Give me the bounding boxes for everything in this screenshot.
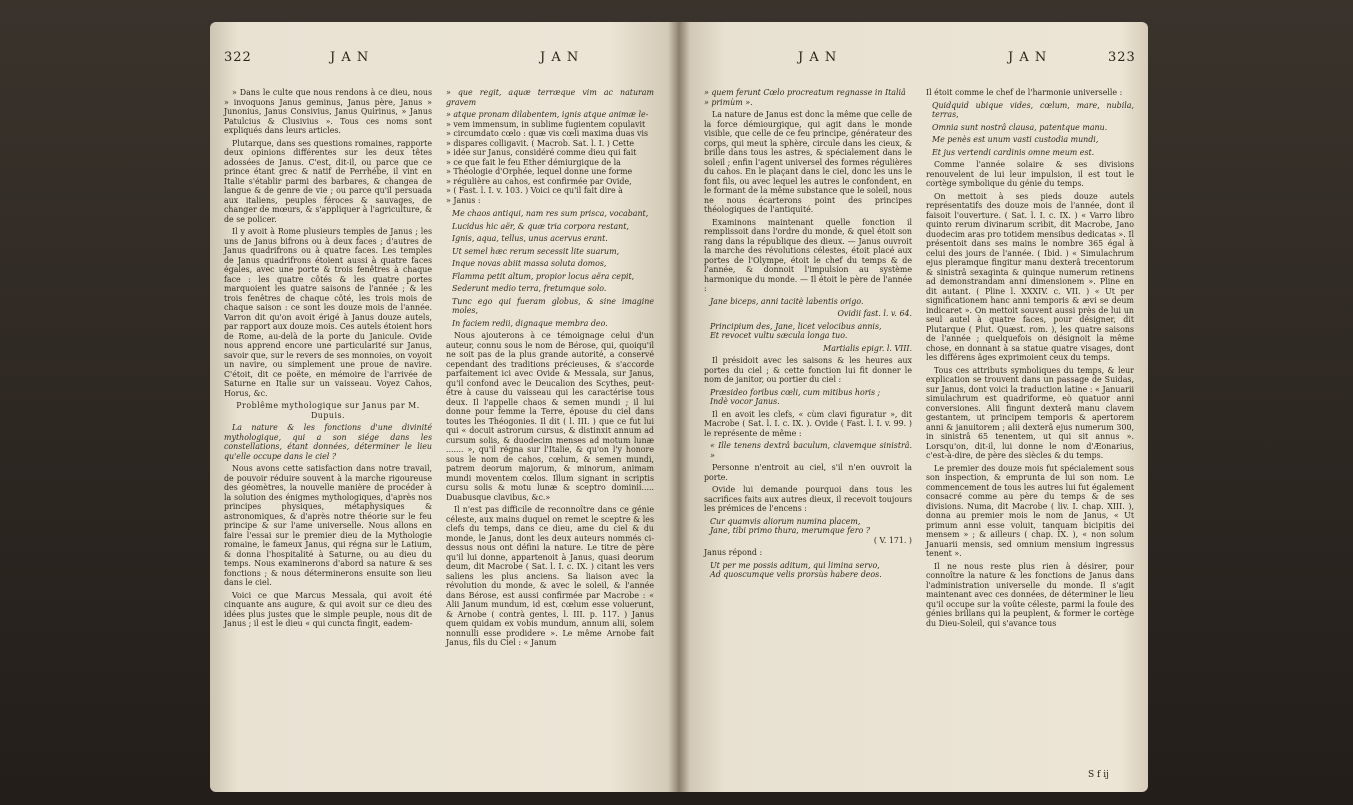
verse-line: Tunc ego qui fueram globus, & sine imagine moles, [452,296,654,315]
verse-line: Ad quoscumque velis prorsùs habere deos. [710,570,882,579]
paragraph: Tous ces attributs symboliques du temps, & leur explication se trouvent dans un passage de Suidas, sur Janus, dont voici la traduction latine : « Januarii simulachrum est quadriforme, eò quatuor anni conversiones. Alii fingunt dexterâ manu clavem gestantem, ut principem temporis & apertorem anni & januitorem ; alii dexterâ ejus numerum 300, in sinistrâ 65 tenentem, ut qui sit annus ». Lorsqu'on, dit-il, lui donne le nom d'Æonarius, c'est-à-dire, de père des siècles & du temps. [926,365,1134,460]
verse-line: Sederunt medio terra, fretumque solo. [452,284,607,293]
quote-line: » dispares colligavit. ( Macrob. Sat. l. I. ) Cette [446,138,635,148]
citation: ( V. 171. ) [873,535,912,545]
quote-line: » vem immensum, in sublime fugientem copulavit [446,119,646,129]
quote-line: » primùm ». [704,97,753,107]
paragraph: Voici ce que Marcus Messala, qui avoit été cinquante ans augure, & qui avoit sur ce dieu des idées plus justes que le simple peuple, nous dit de Janus ; il est le dieu « qui cuncta fingit, eadem- [224,590,432,628]
verse-line: Jane, tibi primo thura, merumque fero ? [710,526,870,535]
verse-line: Cur quamvis aliorum numina placem, [710,516,861,526]
running-head-right-2: J A N [1008,50,1048,65]
citation: Martialis epigr. l. VIII. [823,343,912,353]
quote-line: » circumdato cœlo : quæ vis cœli maxima duas vis [446,129,649,138]
verse-line: Lucidus hic aër, & quæ tria corpora restant, [452,221,629,231]
signature-mark: S f ij [1088,770,1109,780]
quote-line: » ( Fast. l. I. v. 103. ) Voici ce qu'il fait dire à [446,186,623,195]
verse-line: Præsideo foribus cœli, cum mitibus horis ; [710,387,881,397]
right-page [678,22,1148,792]
paragraph: Le premier des douze mois fut spécialement sous son inspection, & emprunta de lui son nom. Le commencement de tous les autres lui fut également consacré comme au père du temps & de ses divisions. Numa, dit Macrobe ( liv. I. chap. XIII. ), donna au premier mois le nom de Janus, « Ut primum anni esse voluit, tanquam bicipitis dei mensem » ; & ailleurs ( chap. IX. ), « non solum Januarii mensis, sed omnium mensium ingressus tenent ». [926,463,1134,558]
paragraph: Il ne nous reste plus rien à désirer, pour connoître la nature & les fonctions de Janus dans l'administration universelle du monde. Il s'agit maintenant avec ces données, de déterminer le lieu qu'il occupe sur la voûte céleste, parmi la foule des génies brillans qui la peuplent, & former le cortège du Dieu-Soleil, qui s'avance tous [926,561,1134,628]
paragraph: Il en avoit les clefs, « cùm clavi figuratur », dit Macrobe ( Sat. l. I. c. IX. ). Ovide ( Fast. l. I. v. 99. ) le représente de même : [704,409,912,438]
paragraph: Janus répond : [704,548,763,557]
left-column-2 [446,88,654,651]
paragraph: Nous avons cette satisfaction dans notre travail, de pouvoir réduire souvent à la marche rigoureuse des géomètres, la nouvelle manière de procéder à la solution des énigmes mythologiques, d'après nos principes physiques, métaphysiques & astronomiques, & d'après notre théorie sur le feu principe & sur l'ame universelle. Nous allons en faire l'essai sur le premier dieu de la Mythologie romaine, le fameux Janus, qui régna sur le Latium, & donna l'hospitalité à Saturne, ou au dieu du temps. Nous examinerons d'abord sa nature & ses fonctions ; & nous déterminerons ensuite son lieu dans le ciel. [224,464,432,587]
verse-line: Omnia sunt nostrâ clausa, patentque manu. [932,122,1108,132]
verse-line: Ut semel hæc rerum secessit lite suarum, [452,246,620,256]
quote-line: » atque pronam dilabentem, ignis atque animæ le- [446,110,649,119]
quote-line: » quem ferunt Cœlo procreatum regnasse in Italiâ [704,88,906,97]
paragraph: Ovide lui demande pourquoi dans tous les sacrifices faits aux autres dieux, il recevoit toujours les prémices de l'encens : [704,485,912,513]
citation: Ovidii fast. l. v. 64. [837,309,912,318]
paragraph: Comme l'année solaire & ses divisions renouvelent de lui leur impulsion, il est tout le cortège symbolique du génie du temps. [926,160,1134,188]
section-abstract: La nature & les fonctions d'une divinité mythologique, qui a son siége dans les constellations, étant données, déterminer le lieu qu'elle occupe dans le ciel ? [224,423,432,461]
paragraph: Examinons maintenant quelle fonction il remplissoit dans l'ordre du monde, & quel étoit son rang dans la république des dieux. — Janus ouvroit la marche des révolutions célestes, étoit placé aux portes de l'Olympe, étoit le chef du temps & de l'année, & donnoit l'impulsion au système harmonique du monde. — Il étoit le père de l'année : [704,217,912,293]
quote-line: » que regit, aquæ terræque vim ac naturam gravem [446,88,654,107]
running-head-right-1: J A N [798,50,838,65]
paragraph: Il y avoit à Rome plusieurs temples de Janus ; les uns de Janus bifrons ou à deux faces ; d'autres de Janus quadrifrons ou à quatre faces. Les temples de Janus quadrifrons étoient aussi à quatre faces égales, avec une porte & trois fenêtres à chaque face : les quatre côtés & les quatre portes marquoient les quatre saisons de l'année ; & les trois fenêtres de chaque côté, les trois mois de chaque saison : ce sont les douze mois de l'année. Varron dit qu'on avoit érigé à Janus douze autels, par rapport aux douze mois. Ces autels étoient hors de Rome, au-delà de la porte du Janicule. Ovide nous apprend encore une particularité sur Janus, savoir que, sur le revers de ses monnoies, on voyoit un navire, ou simplement une proue de navire. C'étoit, dit ce poëte, en mémoire de l'arrivée de Saturne en Italie sur un vaisseau. Voyez Cahos, Horus, &c. [224,227,432,398]
verse-line: Flamma petit altum, propior locus aëra cepit, [452,271,635,281]
section-heading: Problême mythologique sur Janus par M. Dupuis. [236,401,420,420]
page-number-left: 322 [224,50,252,65]
left-page [210,22,678,792]
verse-line: Et revocet vultu sæcula longa tuo. [710,331,848,340]
verse-line: Jane biceps, anni tacitè labentis origo. [710,296,864,306]
verse-line: Indè vocor Janus. [710,397,780,406]
right-column-1 [704,88,912,583]
verse-line: Quidquid ubique vides, cœlum, mare, nubila, terras, [932,100,1134,119]
paragraph: Il étoit comme le chef de l'harmonie universelle : [926,88,1123,97]
quote-line: » Janus : [446,195,481,205]
quote-line: » régulière au cahos, est confirmée par Ovide, [446,176,632,186]
running-head-left-2: J A N [540,50,580,65]
paragraph: On mettoit à ses pieds douze autels représentatifs des douze mois de l'année, dont il faisoit l'ouverture. ( Sat. l. I. c. IX. ) « Varro libro quinto rerum divinarum scribit, dit Macrobe, Jano duodecim aras pro totidem mensibus dedicatas ». Il présentoit dans ses mains le nombre 365 égal à celui des jours de l'année. ( Ibid. ) « Simulachrum ejus pleramque fingitur manu dexterâ trecentorum & sinistrâ sexaginta & quinque numerum retinens ad demonstrandam anni dimensionem ». Pline en dit autant. ( Pline l. XXXIV. c. VII. ) « Ut per significationem hanc anni temporis & ævi se deum indicaret ». On mettoit souvent aussi près de lui un seul autel à quatre faces, pour désigner, dit Plutarque ( Plut. Quæst. rom. ), les quatre saisons de l'année ; quelquefois on désignoit la même chose, en donnant à sa statue quatre visages, dont les différens âges exprimoient ceux du temps. [926,191,1134,362]
paragraph: Personne n'entroit au ciel, s'il n'en ouvroit la porte. [704,463,912,482]
paragraph: » Dans le culte que nous rendons à ce dieu, nous » invoquons Janus geminus, Janus père, Janus » Junonius, Janus Consivius, Janus Quirinus, » Janus Patulcius & Clusivius ». Tous ces noms sont expliqués dans leurs articles. [224,88,432,135]
quote-line: » ce que fait le feu Ether démiurgique de la [446,157,621,167]
paragraph: Il n'est pas difficile de reconnoître dans ce génie céleste, aux mains duquel on remet le sceptre & les clefs du temps, dans ce dieu, ame du ciel & du monde, le Janus, dont les deux auteurs nommés ci-dessus nous ont défini la nature. Le titre de père qu'il lui donne, appartenoit à Janus, quasi deorum deum, dit Macrobe ( Sat. l. I. c. IX. ) citant les vers saliens les plus anciens. Sa liaison avec la révolution du monde, & avec le soleil, & l'année dans Bérose, est aussi confirmée par Macrobe : « Alii Janum mundum, id est, cœlum esse voluerunt, & Arnobe ( contrà gentes, l. III. p. 117. ) Janus quem quidam ex vobis mundum, annum alii, solem nonnulli esse prodidere ». Le même Arnobe fait Janus, fils du Ciel : « Janum [446,505,654,647]
quote-line: » idée sur Janus, considéré comme dieu qui fait [446,148,637,157]
verse-line: Me penès est unum vasti custodia mundi, [932,135,1099,144]
verse-line: Ut per me possis aditum, qui limina servo, [710,560,880,570]
verse-line: Et jus vertendi cardinis omne meum est. [932,147,1095,157]
quote-line: » Théologie d'Orphée, lequel donne une forme [446,167,633,176]
right-column-2 [926,88,1134,631]
running-head-left-1: J A N [330,50,370,65]
verse-line: Ignis, aqua, tellus, unus acervus erant. [452,234,608,243]
paragraph: Plutarque, dans ses questions romaines, rapporte deux opinions différentes sur les deux têtes adossées de Janus. C'est, dit-il, ou parce que ce prince étant grec & natif de Perrhébe, il vint en Italie s'établir parmi des barbares, & changea de langue & de genre de vie ; ou parce qu'il persuada aux italiens, peuples féroces & sauvages, de changer de mœurs, & s'appliquer à l'agriculture, & de se policer. [224,138,432,224]
paragraph: Nous ajouterons à ce témoignage celui d'un auteur, connu sous le nom de Bérose, qui, quoiqu'il ne soit pas de la plus grande autorité, a conservé cependant des traditions précieuses, & s'accorde parfaitement ici avec Ovide & Messala, sur Janus, qu'il confond avec le Deucalion des Scythes, peut-être à cause du vaisseau qui les caractérise tous deux. Il l'appelle chaos & semen mundi ; il lui donne pour femme la Terre, épouse du ciel dans toutes les Théogonies. Il dit ( l. III. ) que ce fut lui qui « docuit astrorum cursus, & distinxit annum ad cursum solis, & duodecim menses ad motum lunæ ....... », qu'il régna sur l'Italie, & qu'on l'y honore sous le nom de cahos, cœlum, & semen mundi, patrem deorum majorum, & minorum, animam mundi moventem cœlos. Illum signant in scriptis cursu solis & motu lunæ & sceptro dominii..... Duabusque clavibus, &c.» [446,331,654,502]
verse-line: « Ille tenens dextrâ baculum, clavemque sinistrâ. » [710,441,912,460]
paragraph: Il présidoit avec les saisons & les heures aux portes du ciel ; & cette fonction lui fit donner le nom de janitor, ou portier du ciel : [704,356,912,384]
left-column-1 [224,88,432,632]
page-number-right: 323 [1108,50,1136,65]
verse-line: Principium des, Jane, licet velocibus annis, [710,321,882,331]
verse-line: Inque novas abiit massa soluta domos, [452,259,607,268]
verse-line: Me chaos antiqui, nam res sum prisca, vocabant, [452,209,649,218]
verse-line: In faciem redii, dignaque membra deo. [452,318,608,328]
paragraph: La nature de Janus est donc la même que celle de la force démiourgique, qui agit dans le monde visible, que celle de ce feu principe, générateur des corps, qui meut la sphère, circule dans les cieux, & brille dans tous les astres, & spécialement dans le soleil ; enfin l'agent universel des formes régulières du cahos. En le plaçant dans le ciel, donc les uns le font fils, ou avec lequel les autres le confondent, en le formant de la même substance que le soleil, nous ne nous écarterons point des principes théologiques de l'antiquité. [704,110,912,214]
